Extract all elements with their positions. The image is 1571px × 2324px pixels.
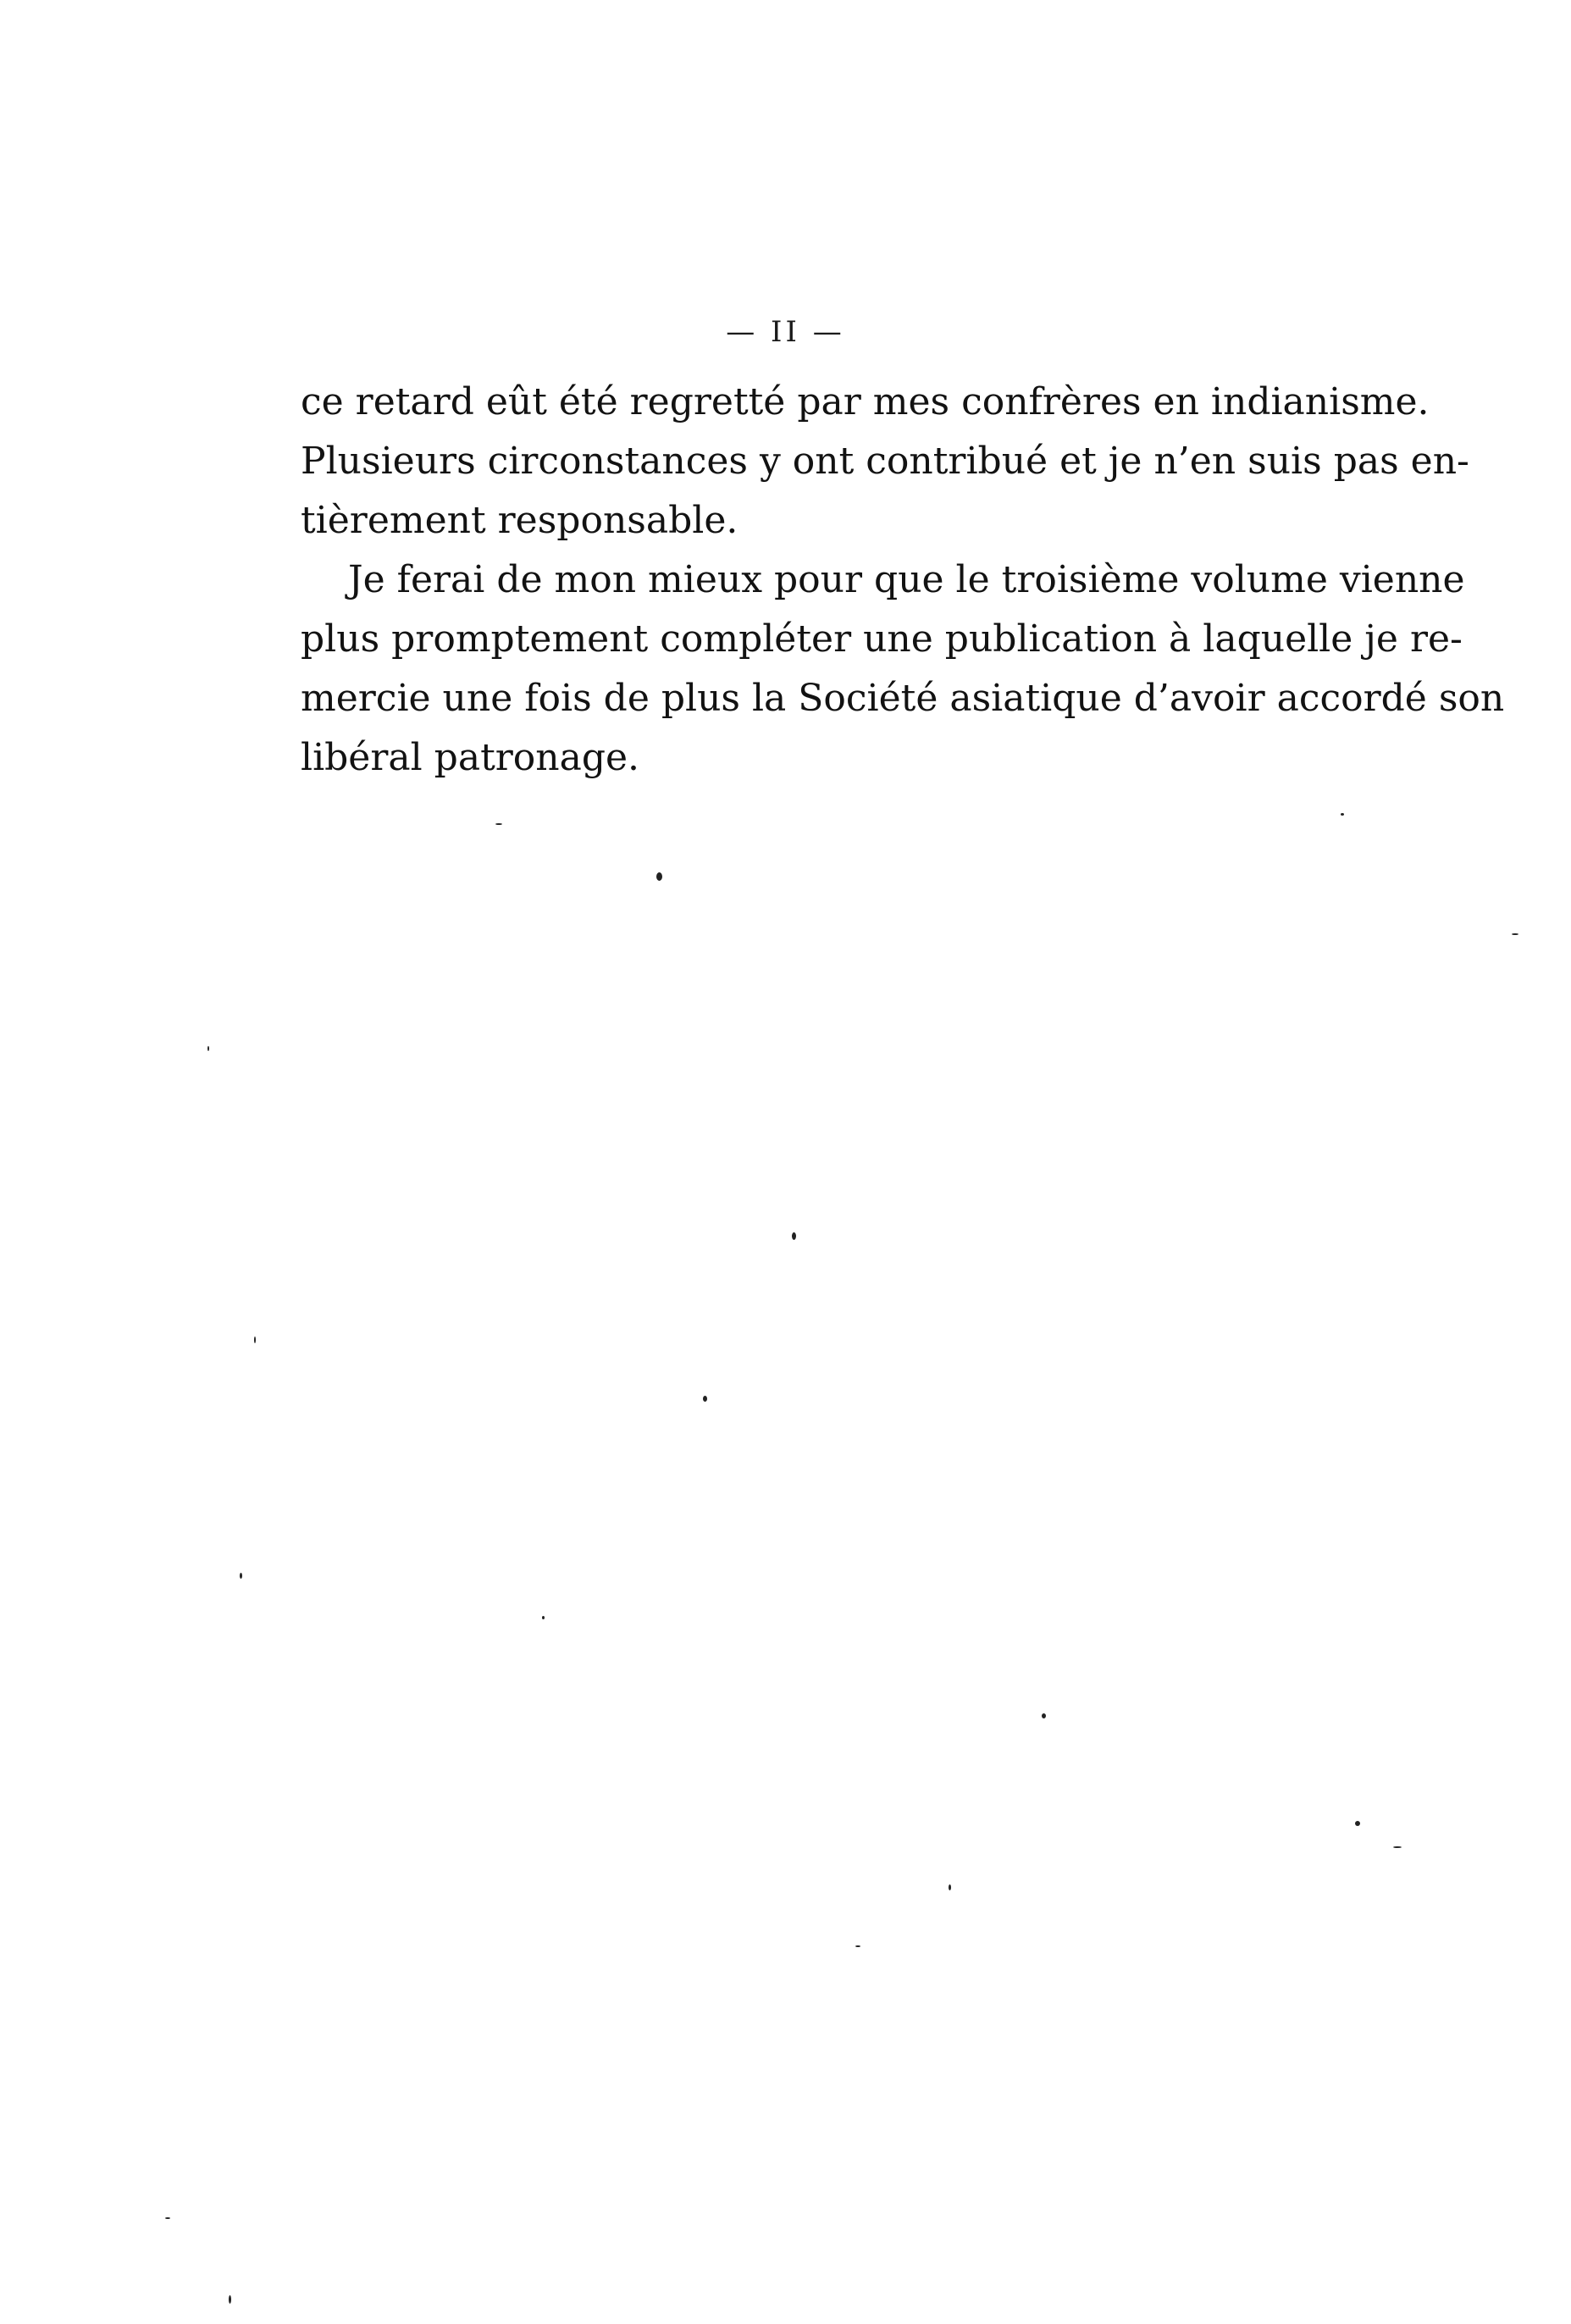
- scan-speck: [1341, 813, 1344, 816]
- scan-speck: [1355, 1821, 1360, 1826]
- text-line: Je ferai de mon mieux pour que le troisième volume vienne: [348, 558, 1465, 601]
- scan-speck: [542, 1616, 545, 1619]
- text-line: mercie une fois de plus la Société asiatique d’avoir accordé son: [301, 677, 1505, 720]
- text-line: Plusieurs circonstances y ont contribué et je n’en suis pas en-: [301, 440, 1469, 483]
- scan-speck: [1512, 933, 1518, 935]
- text-line: tièrement responsable.: [301, 499, 738, 542]
- scan-speck: [495, 823, 502, 825]
- scan-speck: [703, 1396, 707, 1402]
- scan-speck: [229, 2295, 231, 2304]
- scan-speck: [240, 1573, 242, 1579]
- body-text: [301, 373, 1505, 788]
- scan-speck: [254, 1336, 256, 1343]
- scan-speck: [1393, 1846, 1402, 1848]
- scan-speck: [855, 1945, 860, 1947]
- text-line: libéral patronage.: [301, 736, 640, 779]
- scan-speck: [207, 1046, 209, 1051]
- scan-speck: [656, 872, 662, 881]
- scan-speck: [792, 1232, 796, 1240]
- scan-speck: [165, 2217, 170, 2219]
- scan-speck: [949, 1884, 951, 1890]
- scan-speck: [1042, 1713, 1046, 1718]
- page-number: — II —: [726, 315, 845, 349]
- text-line: plus promptement compléter une publication à laquelle je re-: [301, 617, 1463, 661]
- text-line: ce retard eût été regretté par mes confrères en indianisme.: [301, 380, 1430, 423]
